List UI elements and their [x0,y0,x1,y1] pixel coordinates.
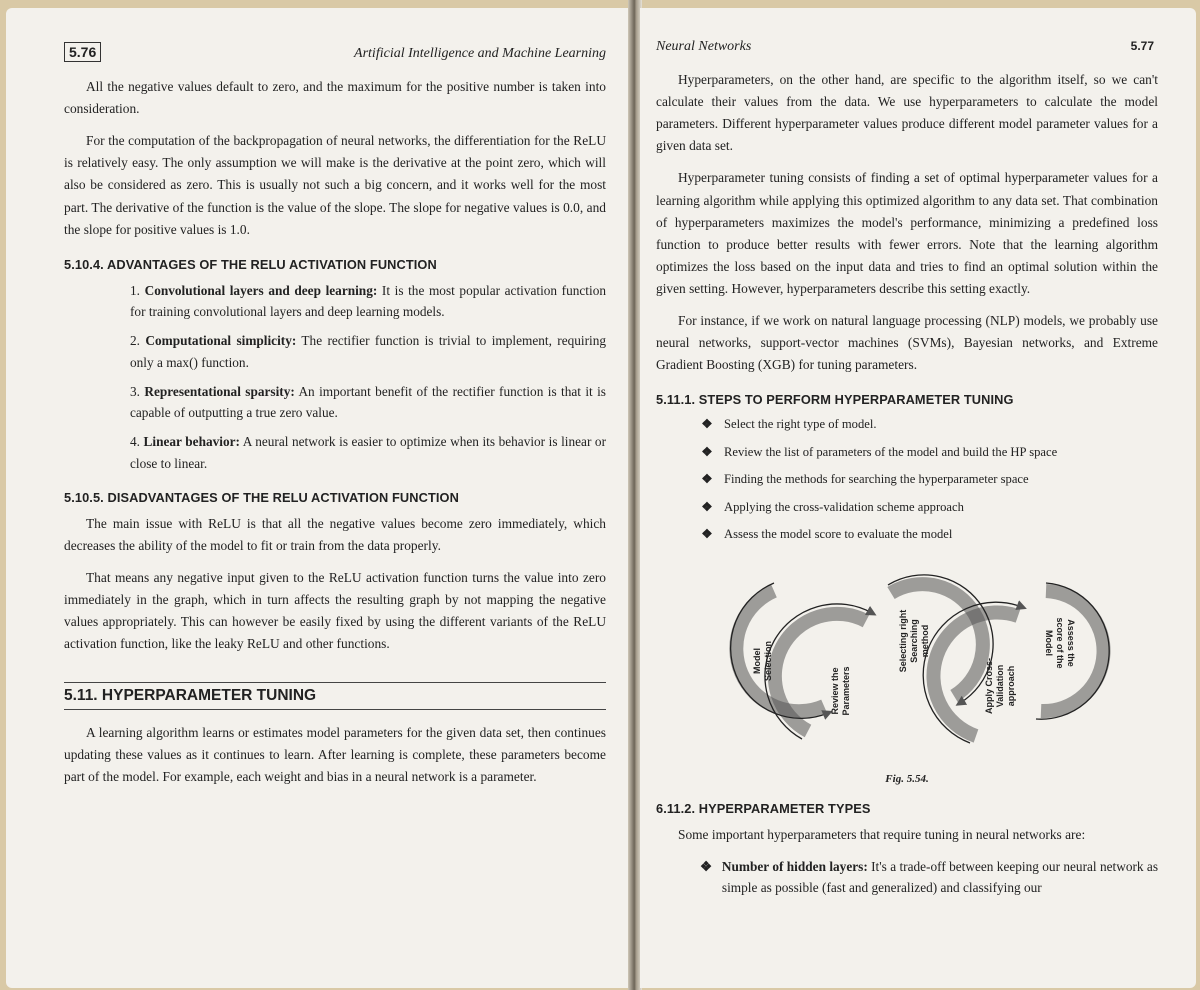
section-heading-steps: 5.11.1. STEPS TO PERFORM HYPERPARAMETER TUNING [656,392,1014,408]
figure-label: approach [1006,665,1016,707]
list-item [126,431,606,474]
figure-label: Parameters [841,666,851,716]
paragraph: All the negative values default to zero, and the maximum for the positive number is taken into consideration. [64,79,606,117]
right-page-header [656,38,1158,55]
step-text: Review the list of parameters of the model and build the HP space [724,444,1058,459]
right-page [640,8,1196,988]
figure-label: Searching [909,619,919,663]
figure-label: score of the [1055,617,1065,669]
section-heading-types: 6.11.2. HYPERPARAMETER TYPES [656,801,871,816]
running-header: Neural Networks [656,39,752,54]
figure-label: Model [1044,630,1054,656]
paragraph: That means any negative input given to the ReLU activation function turns the value into zero immediately in the graph, which in turn affects the resulting graph by not mapping the negative values appropriately. This can however be easily fixed by using the different variants of the ReLU activation function, like the leaky ReLU and other functions. [64,570,606,652]
paragraph: Hyperparameter tuning consists of finding a set of optimal hyperparameter values for a learning algorithm while applying this optimized algorithm to any data set. That combination of hyperparameters maximizes the model's performance, minimizing a predefined loss function to produce better results with fewer errors. Note that the learning algorithm optimizes the loss based on the input data and tries to find an optimal solution within the given setting. However, hyperparameters describe this setting exactly. [656,170,1158,296]
diamond-bullet-icon: ❖ [701,527,713,542]
item-text: The rectifier function is trivial to implement, requiring only a max() function. [130,333,607,370]
running-header: Artificial Intelligence and Machine Learning [354,46,606,61]
figure-label: Selecting right [898,609,908,673]
figure-caption: Fig. 5.54. [885,773,929,785]
figure-label: method [920,624,930,658]
step-text: Finding the methods for searching the hyperparameter space [724,472,1029,487]
item-term: Linear behavior: [143,434,240,450]
paragraph: Hyperparameters, on the other hand, are specific to the algorithm itself, so we can't calculate their values from the data. We use hyperparameters to calculate the model parameters. Different hyperparameter values produce different model parameter values for a given data set. [656,72,1158,154]
item-term: Computational simplicity: [145,333,297,349]
paragraph: A learning algorithm learns or estimates model parameters for the given data set, then continues updating these values as it continues to learn. After learning is complete, these parameters become part of the model. For example, each weight and bias in a neural network is a parameter. [64,724,606,784]
item-number: 4. [130,434,140,450]
item-content [722,856,1158,899]
figure-label: Assess the [1066,619,1076,667]
list-item [126,330,606,373]
list-item [700,498,1158,518]
section-heading-hyperparameter-tuning: 5.11. HYPERPARAMETER TUNING [64,682,606,710]
step-text: Applying the cross-validation scheme approach [724,499,964,514]
step-text: Assess the model score to evaluate the model [724,527,953,542]
item-text: It is the most popular activation function for training convolutional layers and deep learning models. [130,282,606,320]
list-item [656,856,1158,899]
item-number: 2. [130,333,140,349]
item-term: Number of hidden layers: [721,859,868,875]
list-item [126,381,606,424]
item-text: An important benefit of the rectifier function is that it is capable of outputting a true zero value. [130,383,606,421]
list-item [700,470,1158,490]
item-text: A neural network is easier to optimize when its behavior is linear or close to linear. [130,434,607,471]
diamond-bullet-icon: ❖ [701,499,713,514]
item-number: 3. [130,383,140,399]
paragraph: The main issue with ReLU is that all the negative values become zero immediately, which decreases the ability of the model to fit or train from the data properly. [64,515,606,553]
list-item [126,280,606,323]
steps-list [656,415,1158,545]
paragraph: Some important hyperparameters that require tuning in neural networks are: [678,827,1086,842]
page-number: 5.76 [64,42,101,62]
list-item [700,443,1158,463]
diamond-bullet-icon: ❖ [701,417,713,432]
section-heading-disadvantages: 5.10.5. DISADVANTAGES OF THE RELU ACTIVATION FUNCTION [64,489,459,505]
advantages-list [64,280,606,474]
paragraph: For instance, if we work on natural language processing (NLP) models, we probably use neural networks, support-vector machines (SVMs), Bayesian networks, and Extreme Gradient Boosting (XGB) for tuning parameters. [656,313,1158,373]
step-text: Select the right type of model. [724,417,877,432]
item-text: It's a trade-off between keeping our neural network as simple as possible (fast and generalized) and classifying our [721,859,1159,896]
paragraph: For the computation of the backpropagation of neural networks, the differentiation for the ReLU is relatively easy. The only assumption we will make is the derivative at the point zero, which will also be considered as zero. This is usually not such a big concern, and it works well for the most part. The derivative of the function is the value of the slope. The slope for negative values is 0.0, and the slope for positive values is 1.0. [64,133,606,237]
figure-label: Model [752,648,762,674]
item-term: Representational sparsity: [144,383,295,399]
figure-label: Apply Cross- [984,657,994,715]
figure-label: Selection [763,640,773,682]
hyperparameter-tuning-cycle-figure [696,561,1136,766]
page-number: 5.77 [1130,39,1154,53]
list-item [700,525,1158,545]
item-term: Convolutional layers and deep learning: [144,282,378,298]
figure-label: Review the [830,667,840,715]
list-item [700,415,1158,435]
item-number: 1. [130,282,140,298]
left-page-header [64,42,606,62]
figure-label: Validation [995,664,1005,708]
diamond-bullet-icon: ❖ [701,472,713,487]
section-heading-advantages: 5.10.4. ADVANTAGES OF THE RELU ACTIVATION FUNCTION [64,256,437,272]
left-page [6,8,632,988]
diamond-bullet-icon: ❖ [700,859,712,875]
diamond-bullet-icon: ❖ [701,444,713,459]
